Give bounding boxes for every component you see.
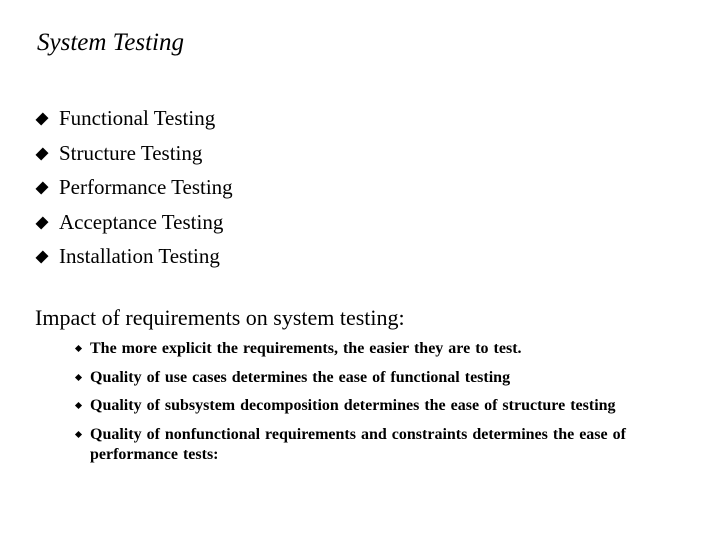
small-diamond-bullet-icon xyxy=(75,431,82,438)
impact-point-text: The more explicit the requirements, the easier they are to test. xyxy=(90,340,522,357)
diamond-bullet-icon xyxy=(35,112,48,125)
testing-type-label: Acceptance Testing xyxy=(59,209,224,234)
impact-point-text: Quality of subsystem decomposition determines the ease of structure testing xyxy=(90,397,616,415)
diamond-bullet-icon xyxy=(35,182,48,195)
diamond-bullet-icon xyxy=(35,251,48,264)
slide-title: System Testing xyxy=(37,29,184,56)
testing-type-label: Installation Testing xyxy=(59,244,220,269)
impact-point-text: Quality of nonfunctional requirements and constraints determines the ease of performance tests: xyxy=(90,425,626,463)
diamond-bullet-icon xyxy=(35,147,48,160)
impact-point xyxy=(75,368,675,388)
diamond-bullet-icon xyxy=(35,216,48,229)
impact-point-text: Quality of use cases determines the ease of functional testing xyxy=(90,368,511,386)
small-diamond-bullet-icon xyxy=(75,402,82,409)
small-diamond-bullet-icon xyxy=(75,345,82,352)
small-diamond-bullet-icon xyxy=(75,374,82,381)
impact-points-list xyxy=(75,339,675,473)
testing-type-label: Performance Testing xyxy=(59,175,233,200)
impact-point xyxy=(75,396,675,416)
testing-type-label: Structure Testing xyxy=(59,140,203,165)
impact-heading: Impact of requirements on system testing: xyxy=(35,305,405,330)
testing-type-label: Functional Testing xyxy=(59,106,216,130)
impact-point xyxy=(75,425,675,465)
impact-point xyxy=(75,339,675,359)
